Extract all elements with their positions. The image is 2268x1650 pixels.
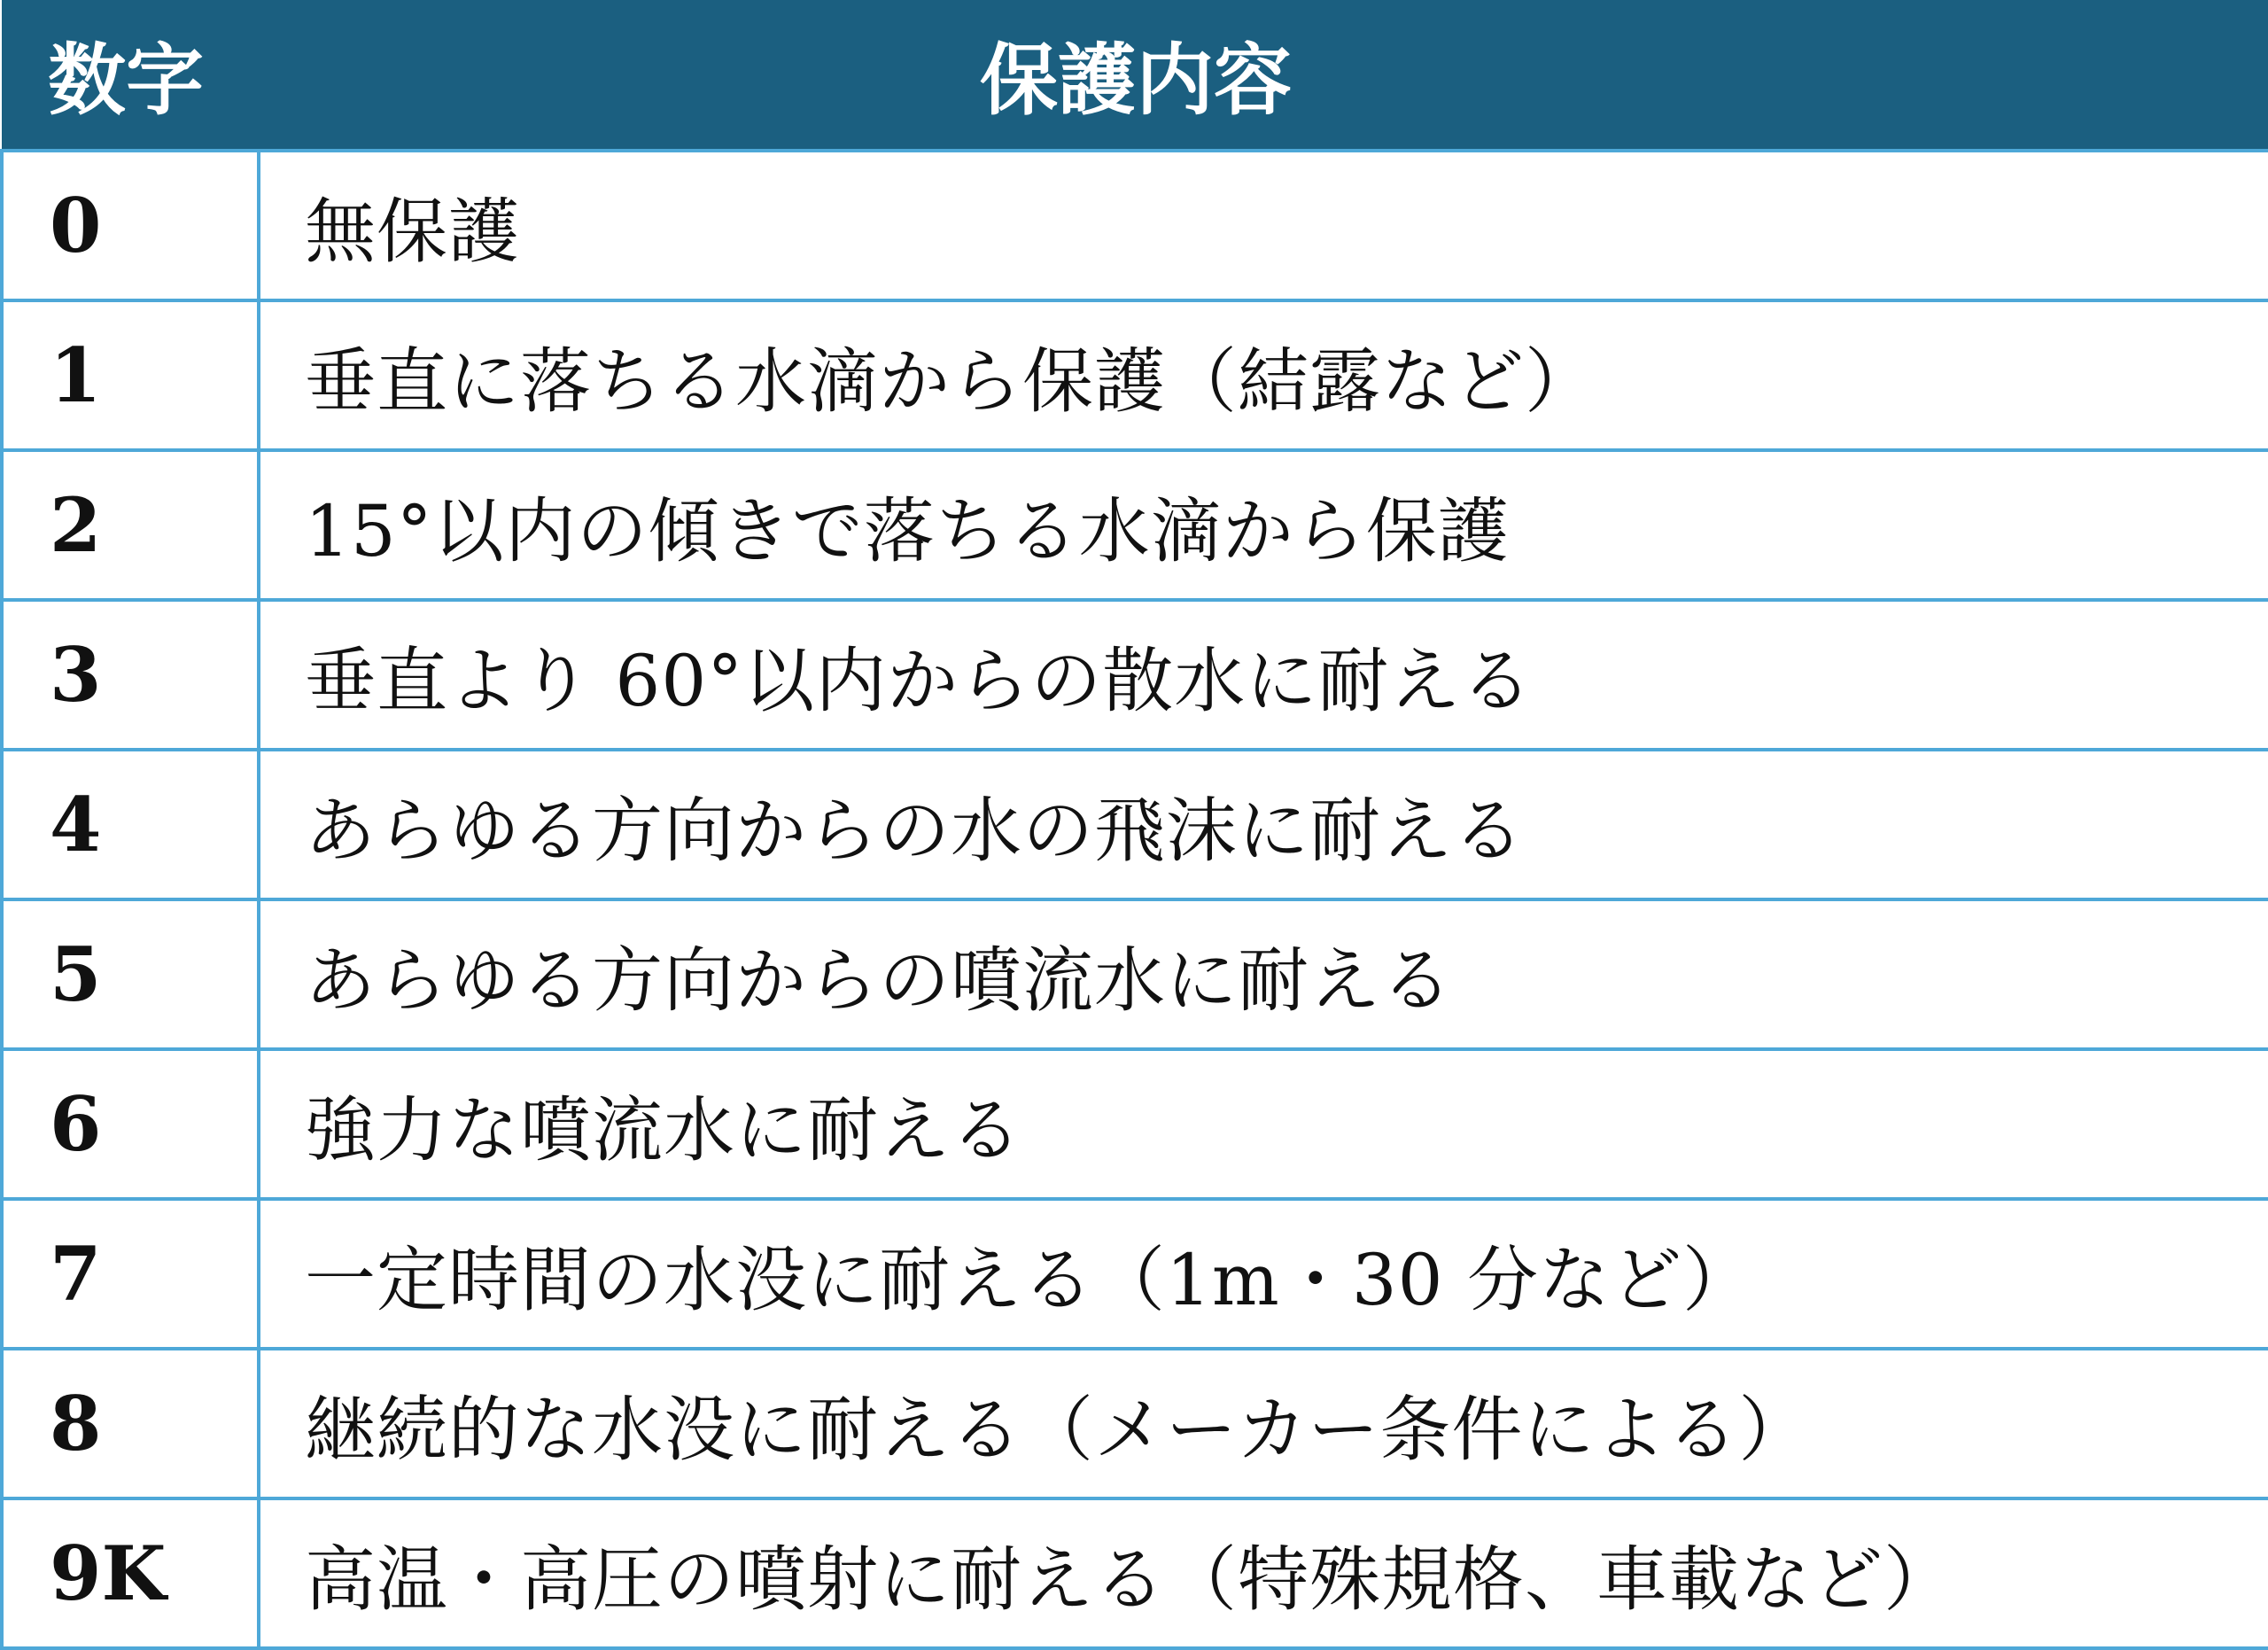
table-row bbox=[2, 899, 2268, 1049]
row-protection: 15°以内の傾きで落ちる水滴から保護 bbox=[259, 450, 2268, 600]
table-row bbox=[2, 151, 2268, 300]
row-number: 2 bbox=[2, 450, 259, 600]
row-number: 9K bbox=[2, 1498, 259, 1648]
row-number: 7 bbox=[2, 1199, 259, 1349]
header-number: 数字 bbox=[2, 0, 259, 151]
table-header bbox=[2, 0, 2268, 151]
row-number: 4 bbox=[2, 750, 259, 899]
row-protection: あらゆる方向からの水の飛沫に耐える bbox=[259, 750, 2268, 899]
row-number: 5 bbox=[2, 899, 259, 1049]
row-number: 6 bbox=[2, 1049, 259, 1199]
row-protection: 一定時間の水没に耐える（1m・30 分など） bbox=[259, 1199, 2268, 1349]
row-protection: 無保護 bbox=[259, 151, 2268, 300]
header-row bbox=[2, 0, 2268, 151]
header-protection: 保護内容 bbox=[259, 0, 2268, 151]
row-protection: 垂直に落ちる水滴から保護（結露など） bbox=[259, 300, 2268, 450]
table-row bbox=[2, 300, 2268, 450]
table-row bbox=[2, 1199, 2268, 1349]
row-number: 8 bbox=[2, 1349, 259, 1498]
row-protection: 強力な噴流水に耐える bbox=[259, 1049, 2268, 1199]
table-row bbox=[2, 1498, 2268, 1648]
row-protection: 継続的な水没に耐える（メーカー条件による） bbox=[259, 1349, 2268, 1498]
row-protection: あらゆる方向からの噴流水に耐える bbox=[259, 899, 2268, 1049]
table-row bbox=[2, 450, 2268, 600]
row-number: 1 bbox=[2, 300, 259, 450]
table-body bbox=[2, 151, 2268, 1648]
table-row bbox=[2, 750, 2268, 899]
table-row bbox=[2, 1049, 2268, 1199]
row-number: 3 bbox=[2, 600, 259, 750]
row-protection: 高温・高圧の噴射に耐える（特殊規格、車載など） bbox=[259, 1498, 2268, 1648]
row-number: 0 bbox=[2, 151, 259, 300]
table-row bbox=[2, 1349, 2268, 1498]
row-protection: 垂直より 60°以内からの散水に耐える bbox=[259, 600, 2268, 750]
table-row bbox=[2, 600, 2268, 750]
